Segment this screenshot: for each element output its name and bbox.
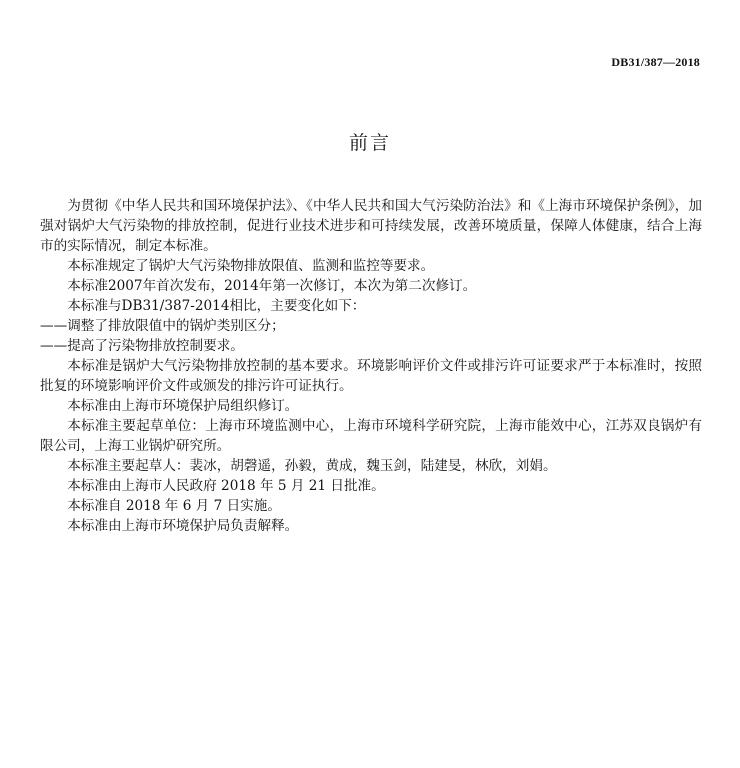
standard-number: DB31/387—2018 xyxy=(611,55,700,69)
paragraph-scope: 本标准规定了锅炉大气污染物排放限值、监测和监控等要求。 xyxy=(67,258,435,274)
change-item: ——提高了污染物排放控制要求。 xyxy=(40,338,244,354)
paragraph-organizer: 本标准由上海市环境保护局组织修订。 xyxy=(67,398,299,414)
page-title: 前言 xyxy=(348,132,391,154)
paragraph-drafting-units: 本标准主要起草单位：上海市环境监测中心，上海市环境科学研究院，上海市能效中心，江苏双良锅炉有限公司，上海工业锅炉研究所。 xyxy=(40,418,702,454)
paragraph-requirements: 本标准是锅炉大气污染物排放控制的基本要求。环境影响评价文件或排污许可证要求严于本标准时，按照批复的环境影响评价文件或颁发的排污许可证执行。 xyxy=(40,358,702,394)
change-item: ——调整了排放限值中的锅炉类别区分； xyxy=(40,318,285,334)
paragraph-purpose: 为贯彻《中华人民共和国环境保护法》、《中华人民共和国大气污染防治法》和《上海市环境保护条例》，加强对锅炉大气污染物的排放控制，促进行业技术进步和可持续发展，改善环境质量，保障人体健康，结合上海市的实际情况，制定本标准。 xyxy=(40,198,702,254)
paragraph-changes-intro: 本标准与DB31/387-2014相比，主要变化如下： xyxy=(67,298,366,314)
paragraph-history: 本标准2007年首次发布，2014年第一次修订，本次为第二次修订。 xyxy=(67,278,477,294)
foreword-body xyxy=(40,196,702,536)
paragraph-drafters: 本标准主要起草人：裴冰，胡磬遥，孙毅，黄成，魏玉剑，陆建旻，林欣，刘娟。 xyxy=(67,458,557,474)
paragraph-implementation: 本标准自 2018 年 6 月 7 日实施。 xyxy=(67,498,281,514)
paragraph-approval: 本标准由上海市人民政府 2018 年 5 月 21 日批准。 xyxy=(67,478,385,494)
paragraph-interpretation: 本标准由上海市环境保护局负责解释。 xyxy=(67,518,299,534)
